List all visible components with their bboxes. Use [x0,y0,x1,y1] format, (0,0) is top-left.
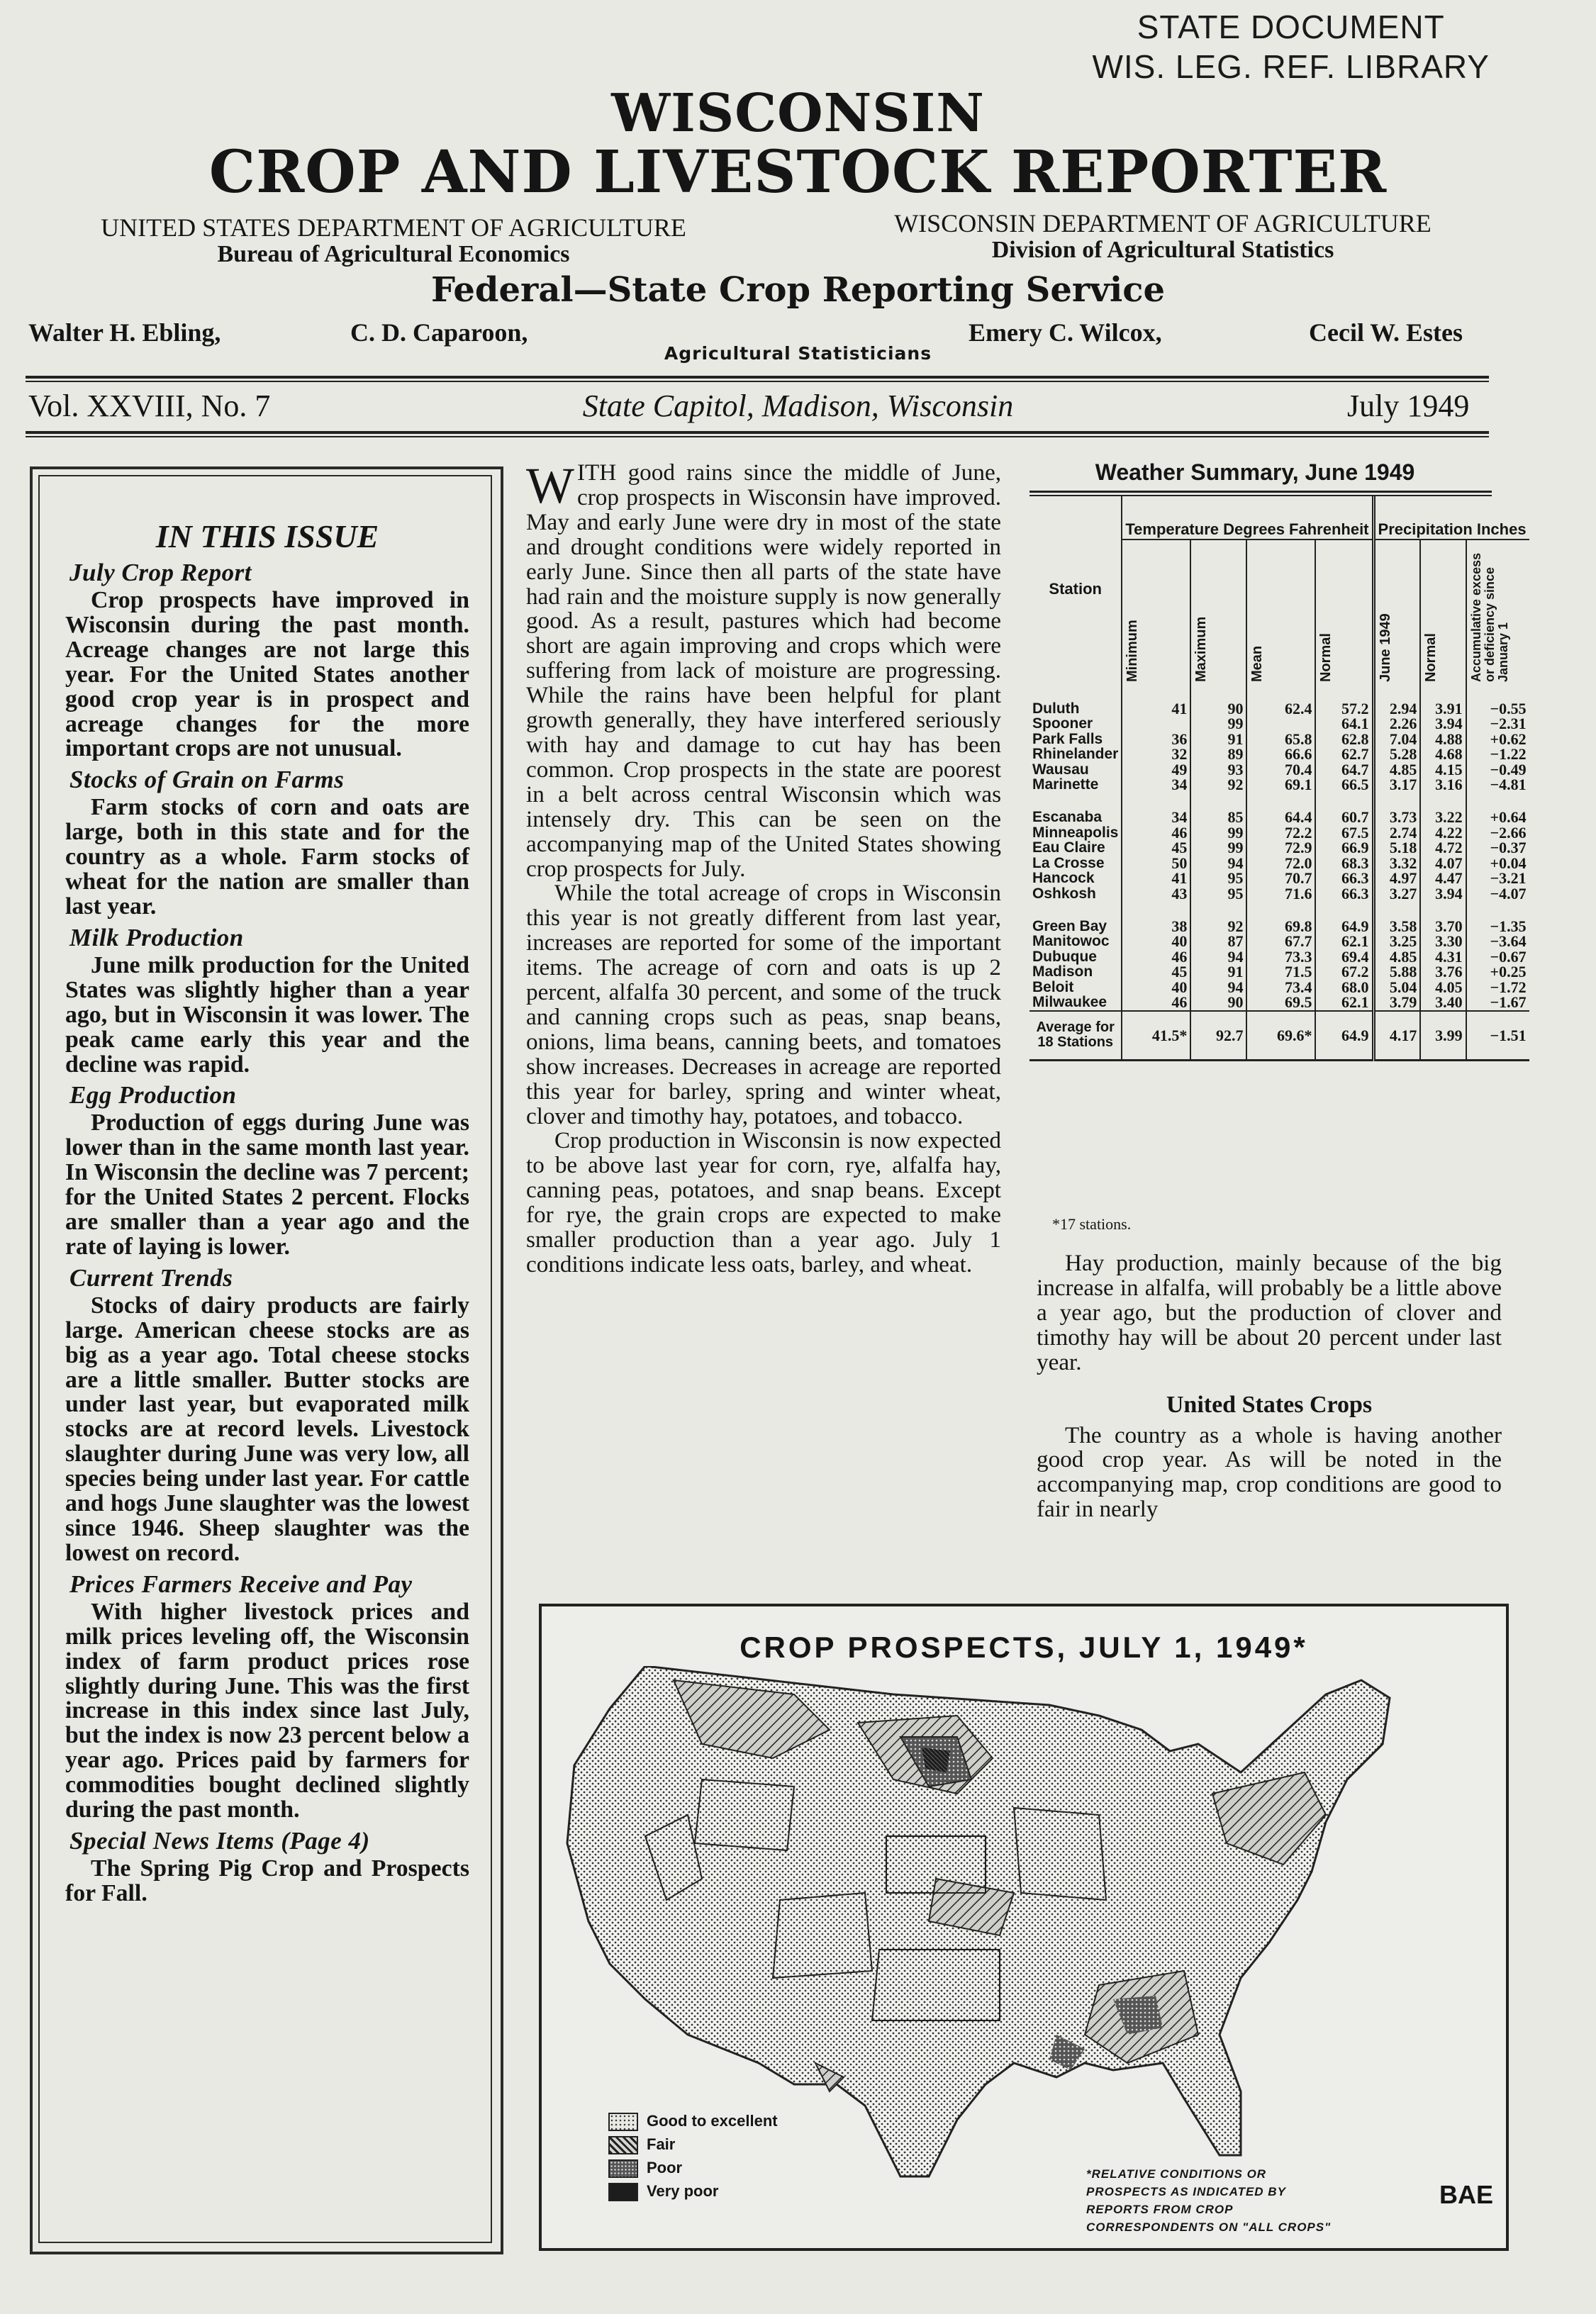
average-value: 41.5* [1122,1011,1190,1061]
weather-value: 4.88 [1420,732,1466,747]
poor-swatch [608,2159,638,2178]
average-value: −1.51 [1466,1011,1529,1061]
weather-value: 45 [1122,964,1190,980]
stamp-line1: STATE DOCUMENT [1137,9,1445,45]
weather-value: 2.94 [1373,682,1420,716]
weather-value: 4.85 [1373,762,1420,778]
weather-value: 3.30 [1420,934,1466,949]
statisticians-label: Agricultural Statisticians [664,343,932,364]
wisconsin-division: Division of Agricultural Statistics [991,237,1334,263]
header-rule-top [26,376,1489,379]
weather-row [1029,901,1529,934]
section-text: Stocks of dairy products are fairly large. American cheese stocks are as big as a year ago. Total cheese stocks are a little smaller. Butter stocks are under last year, but evaporated milk stocks are at record levels. Livestock slaughter during June was very low, all species being under last year. For cattle and hogs June slaughter was the lowest since 1946. Sheep slaughter was the lowest on record. [65,1292,469,1566]
average-value: 4.17 [1373,1011,1420,1061]
weather-value: 93 [1190,762,1246,778]
weather-value: 49 [1122,762,1190,778]
weather-value: 46 [1122,995,1190,1011]
weather-value: −1.22 [1466,747,1529,762]
weather-row [1029,716,1529,732]
legend-item-good: Good to excellent [608,2109,778,2133]
weather-value: 69.8 [1246,901,1315,934]
weather-value [1122,716,1190,732]
col-mean: Mean [1249,645,1266,682]
weather-value: 66.3 [1315,871,1373,886]
weather-value: 41 [1122,682,1190,716]
weather-value: 95 [1190,886,1246,902]
weather-value: 64.4 [1246,793,1315,825]
weather-row [1029,840,1529,856]
wisconsin-department [837,210,1489,264]
section-title: Milk Production [69,923,244,951]
masthead-line2: CROP AND LIVESTOCK REPORTER [208,138,1388,206]
weather-row [1029,762,1529,778]
average-value: 92.7 [1190,1011,1246,1061]
weather-value: 71.6 [1246,886,1315,902]
weather-value: 5.04 [1373,980,1420,995]
weather-value: 4.85 [1373,949,1420,965]
station-name: Rhinelander [1032,746,1119,762]
drop-cap: W [526,457,574,514]
legend-item-very-poor: Very poor [608,2179,778,2203]
weather-average-row [1029,1011,1529,1061]
weather-value: 41 [1122,871,1190,886]
statistician-3: Emery C. Wilcox, [969,318,1162,347]
very-poor-swatch [608,2183,638,2201]
statistician-2: C. D. Caparoon, [350,318,528,347]
header-rule-bottom [26,431,1489,434]
weather-value: 3.22 [1420,793,1466,825]
weather-value: 89 [1190,747,1246,762]
average-label: Average for 18 Stations [1036,1019,1115,1051]
weather-value: 3.76 [1420,964,1466,980]
weather-table-body [1029,682,1529,1061]
weather-value: 62.4 [1246,682,1315,716]
station-name: Milwaukee [1032,994,1107,1010]
weather-value: +0.25 [1466,964,1529,980]
station-name: Spooner [1032,715,1093,732]
map-footnote: *RELATIVE CONDITIONS OR PROSPECTS AS INDICATED BY REPORTS FROM CROP CORRESPONDENTS ON "ALL CROPS" [1086,2167,1332,2234]
weather-value: 64.9 [1315,901,1373,934]
col-maximum: Maximum [1193,616,1210,682]
weather-value: 92 [1190,777,1246,793]
usda-bureau: Bureau of Agricultural Economics [217,241,570,267]
weather-value: 40 [1122,980,1190,995]
weather-value: +0.64 [1466,793,1529,825]
stamp-line2: WIS. LEG. REF. LIBRARY [1092,48,1490,85]
weather-value: 69.4 [1315,949,1373,965]
station-name: Hancock [1032,870,1095,886]
weather-table [1029,496,1529,1061]
us-crops-heading: United States Crops [1166,1391,1373,1418]
section-title: Special News Items (Page 4) [69,1826,370,1855]
station-name: Wausau [1032,761,1089,778]
weather-value: 69.1 [1246,777,1315,793]
weather-value: 73.4 [1246,980,1315,995]
issue-place: State Capitol, Madison, Wisconsin [582,389,1014,423]
volume-number: Vol. XXVIII, No. 7 [28,389,271,423]
usda-name: UNITED STATES DEPARTMENT OF AGRICULTURE [101,213,686,242]
weather-value: 45 [1122,840,1190,856]
weather-value: 46 [1122,825,1190,841]
statistician-1: Walter H. Ebling, [28,318,221,347]
weather-value: 70.4 [1246,762,1315,778]
section-title: July Crop Report [69,559,252,586]
station-name: Duluth [1032,700,1080,717]
weather-value: 94 [1190,949,1246,965]
article-paragraph: Hay production, mainly because of the big increase in alfalfa, will probably be a little above a year ago, but the production of clover and timothy hay will be about 20 percent under last year. [1037,1250,1502,1375]
weather-value: 99 [1190,716,1246,732]
issue-date: July 1949 [1347,389,1470,423]
station-name: Madison [1032,963,1093,980]
weather-row [1029,964,1529,980]
section-title: Egg Production [69,1081,237,1110]
weather-value: 5.28 [1373,747,1420,762]
weather-value: 3.79 [1373,995,1420,1011]
station-header: Station [1049,580,1102,598]
weather-row [1029,732,1529,747]
legend-item-fair: Fair [608,2133,778,2156]
weather-value: 3.58 [1373,901,1420,934]
weather-value: 66.5 [1315,777,1373,793]
weather-value: 2.26 [1373,716,1420,732]
section-title: Stocks of Grain on Farms [69,766,345,794]
good-swatch [608,2113,638,2131]
weather-row [1029,886,1529,902]
weather-value: 68.0 [1315,980,1373,995]
weather-value: 70.7 [1246,871,1315,886]
weather-value: 4.31 [1420,949,1466,965]
weather-value: 67.7 [1246,934,1315,949]
weather-value: +0.04 [1466,856,1529,871]
weather-row [1029,995,1529,1011]
weather-row [1029,747,1529,762]
weather-value: 90 [1190,995,1246,1011]
weather-value: −1.72 [1466,980,1529,995]
weather-row [1029,825,1529,841]
weather-value: 4.07 [1420,856,1466,871]
weather-value: 3.70 [1420,901,1466,934]
weather-value: 3.73 [1373,793,1420,825]
weather-value: 3.17 [1373,777,1420,793]
section-text: Production of eggs during June was lower than in the same month last year. In Wisconsin the decline was 7 percent; for the United States 2 percent. Flocks are smaller than a year ago and the rate of laying is lower. [65,1110,469,1260]
weather-value: 92 [1190,901,1246,934]
weather-value: −3.21 [1466,871,1529,886]
col-normal-precip: Normal [1423,633,1439,682]
weather-value: 5.88 [1373,964,1420,980]
header-rule-bottom-thin [26,436,1489,437]
masthead-line1: WISCONSIN [611,83,985,144]
weather-row [1029,934,1529,949]
section-text: Farm stocks of corn and oats are large, both in this state and for the country as a whole. Farm stocks of wheat for the nation are smaller than last year. [65,794,469,920]
weather-value: 4.22 [1420,825,1466,841]
weather-value: 72.2 [1246,825,1315,841]
in-this-issue [65,518,469,1911]
weather-value: 62.1 [1315,995,1373,1011]
weather-value: 46 [1122,949,1190,965]
precipitation-header: Precipitation Inches [1373,496,1529,540]
weather-footnote: *17 stations. [1052,1215,1132,1233]
weather-value: 64.1 [1315,716,1373,732]
weather-value: 72.9 [1246,840,1315,856]
weather-value: −3.64 [1466,934,1529,949]
weather-value: 91 [1190,732,1246,747]
article-continued [1037,1251,1502,1522]
weather-rule-top [1029,491,1492,493]
weather-value: 66.6 [1246,747,1315,762]
weather-value: 90 [1190,682,1246,716]
bae-logo: BAE [1439,2180,1494,2209]
weather-value: 87 [1190,934,1246,949]
section-text: Crop prospects have improved in Wisconsin during the past month. Acreage changes are not large this year. For the United States another good crop year is in prospect and acreage changes for the more important crops are not unusual. [65,587,469,762]
weather-row [1029,980,1529,995]
weather-value: 2.74 [1373,825,1420,841]
weather-value: 99 [1190,840,1246,856]
section-text: June milk production for the United States was slightly higher than a year ago, but in Wisconsin it was lower. The peak came early this year and the decline was rapid. [65,951,469,1078]
weather-value: 5.18 [1373,840,1420,856]
fair-swatch [608,2136,638,2154]
weather-value: 67.2 [1315,964,1373,980]
station-name: Oshkosh [1032,885,1096,902]
weather-row [1029,856,1529,871]
usda-department [28,214,759,268]
weather-value: 91 [1190,964,1246,980]
section-text: With higher livestock prices and milk prices leveling off, the Wisconsin index of farm product prices rose slightly during June. This was the first increase in this index since last July, but the index is now 23 percent below a year ago. Prices paid by farmers for commodities bought declined slightly during the past month. [65,1598,469,1823]
average-value: 64.9 [1315,1011,1373,1061]
weather-value: 3.27 [1373,886,1420,902]
weather-value: 62.7 [1315,747,1373,762]
weather-value: 94 [1190,856,1246,871]
weather-value [1246,716,1315,732]
in-this-issue-heading: IN THIS ISSUE [155,518,379,554]
weather-value: 73.3 [1246,949,1315,965]
section-title: Prices Farmers Receive and Pay [69,1570,413,1598]
weather-value: 71.5 [1246,964,1315,980]
weather-value: 4.15 [1420,762,1466,778]
section-title: Current Trends [69,1263,233,1292]
map-title: CROP PROSPECTS, JULY 1, 1949* [740,1631,1308,1664]
library-stamp [1092,7,1490,86]
header-rule-top-thin [26,381,1489,382]
weather-value: −0.55 [1466,682,1529,716]
weather-value: 34 [1122,777,1190,793]
weather-value: −2.66 [1466,825,1529,841]
station-name: Green Bay [1032,917,1107,934]
weather-value: 7.04 [1373,732,1420,747]
station-name: La Crosse [1032,854,1105,871]
service-title: Federal—State Crop Reporting Service [430,270,1166,310]
weather-value: −4.07 [1466,886,1529,902]
weather-summary-title: Weather Summary, June 1949 [1095,459,1415,485]
col-normal-temp: Normal [1318,633,1334,682]
weather-value: 72.0 [1246,856,1315,871]
lead-article [526,457,1001,1278]
weather-value: 64.7 [1315,762,1373,778]
weather-value: 66.3 [1315,886,1373,902]
wisconsin-dept-name: WISCONSIN DEPARTMENT OF AGRICULTURE [894,209,1432,237]
col-june-1949: June 1949 [1377,613,1393,682]
station-name: Marinette [1032,776,1099,793]
weather-row [1029,793,1529,825]
weather-value: 43 [1122,886,1190,902]
weather-value: 57.2 [1315,682,1373,716]
weather-value: −0.67 [1466,949,1529,965]
weather-value: −1.35 [1466,901,1529,934]
weather-value: 3.32 [1373,856,1420,871]
temperature-header: Temperature Degrees Fahrenheit [1122,496,1373,540]
weather-value: −0.49 [1466,762,1529,778]
weather-value: 36 [1122,732,1190,747]
map-legend [608,2109,778,2203]
weather-value: 32 [1122,747,1190,762]
article-paragraph: Crop production in Wisconsin is now expected to be above last year for corn, rye, alfalfa hay, canning peas, potatoes, and snap beans. Except for rye, the grain crops are expected to make smaller production than a year ago. July 1 conditions indicate less oats, barley, and wheat. [526,1127,1001,1278]
station-name: Park Falls [1032,730,1103,747]
station-name: Dubuque [1032,948,1097,965]
weather-value: 69.5 [1246,995,1315,1011]
weather-value: 3.94 [1420,886,1466,902]
col-minimum: Minimum [1125,620,1141,682]
weather-value: 60.7 [1315,793,1373,825]
weather-value: 34 [1122,793,1190,825]
weather-value: −2.31 [1466,716,1529,732]
station-name: Escanaba [1032,809,1103,825]
weather-value: 4.47 [1420,871,1466,886]
weather-value: 65.8 [1246,732,1315,747]
weather-value: 67.5 [1315,825,1373,841]
section-text: The Spring Pig Crop and Prospects for Fall. [65,1855,469,1906]
weather-value: 95 [1190,871,1246,886]
weather-value: 3.16 [1420,777,1466,793]
weather-value: 38 [1122,901,1190,934]
weather-value: +0.62 [1466,732,1529,747]
weather-value: 3.91 [1420,682,1466,716]
weather-value: 50 [1122,856,1190,871]
weather-value: 62.1 [1315,934,1373,949]
weather-row [1029,871,1529,886]
col-accumulative: Accumulative excess or deficiency since January 1 [1468,552,1510,682]
weather-value: −1.67 [1466,995,1529,1011]
legend-item-poor: Poor [608,2156,778,2179]
weather-value: 4.72 [1420,840,1466,856]
weather-row [1029,777,1529,793]
average-value: 3.99 [1420,1011,1466,1061]
article-paragraph: The country as a whole is having another good crop year. As will be noted in the accompanying map, crop conditions are good to fair in nearly [1037,1421,1502,1523]
weather-value: 99 [1190,825,1246,841]
statistician-4: Cecil W. Estes [1309,318,1463,347]
weather-value: 4.68 [1420,747,1466,762]
weather-value: 66.9 [1315,840,1373,856]
weather-value: −4.81 [1466,777,1529,793]
weather-value: 3.40 [1420,995,1466,1011]
weather-value: 94 [1190,980,1246,995]
station-name: Eau Claire [1032,839,1105,856]
station-name: Minneapolis [1032,824,1119,841]
weather-value: 3.25 [1373,934,1420,949]
weather-value: 4.97 [1373,871,1420,886]
weather-value: −0.37 [1466,840,1529,856]
weather-value: 40 [1122,934,1190,949]
weather-value: 85 [1190,793,1246,825]
average-value: 69.6* [1246,1011,1315,1061]
weather-row [1029,682,1529,716]
weather-value: 62.8 [1315,732,1373,747]
station-name: Beloit [1032,978,1074,995]
weather-row [1029,949,1529,965]
article-paragraph: ITH good rains since the middle of June, crop prospects in Wisconsin have improved. May and early June were dry in most of the state and drought conditions were widely reported in early June. Since then all parts of the state have had rain and the moisture supply is now generally good. As a result, pastures which had become short are again improving and crops which were suffering from lack of moisture are progressing. While the rains have been helpful for plant growth generally, they have interfered seriously with hay and damage to cut hay has been common. Crop prospects in the state are poorest in a belt across central Wisconsin which was intensely dry. This can be seen on the accompanying map of the United States showing crop prospects for July. [526,459,1001,882]
station-name: Manitowoc [1032,933,1110,949]
weather-value: 3.94 [1420,716,1466,732]
weather-value: 68.3 [1315,856,1373,871]
weather-value: 4.05 [1420,980,1466,995]
article-paragraph: While the total acreage of crops in Wisconsin this year is not greatly different from last year, increases are reported for some of the important items. The acreage of corn and oats is up 2 percent, alfalfa 30 percent, and some of the truck and canning crops such as peas, snap beans, onions, lima beans, canning beets, and tomatoes show increases. Decreases in acreage are reported this year for barley, spring and winter wheat, clover and timothy hay, potatoes, and tobacco. [526,880,1001,1129]
